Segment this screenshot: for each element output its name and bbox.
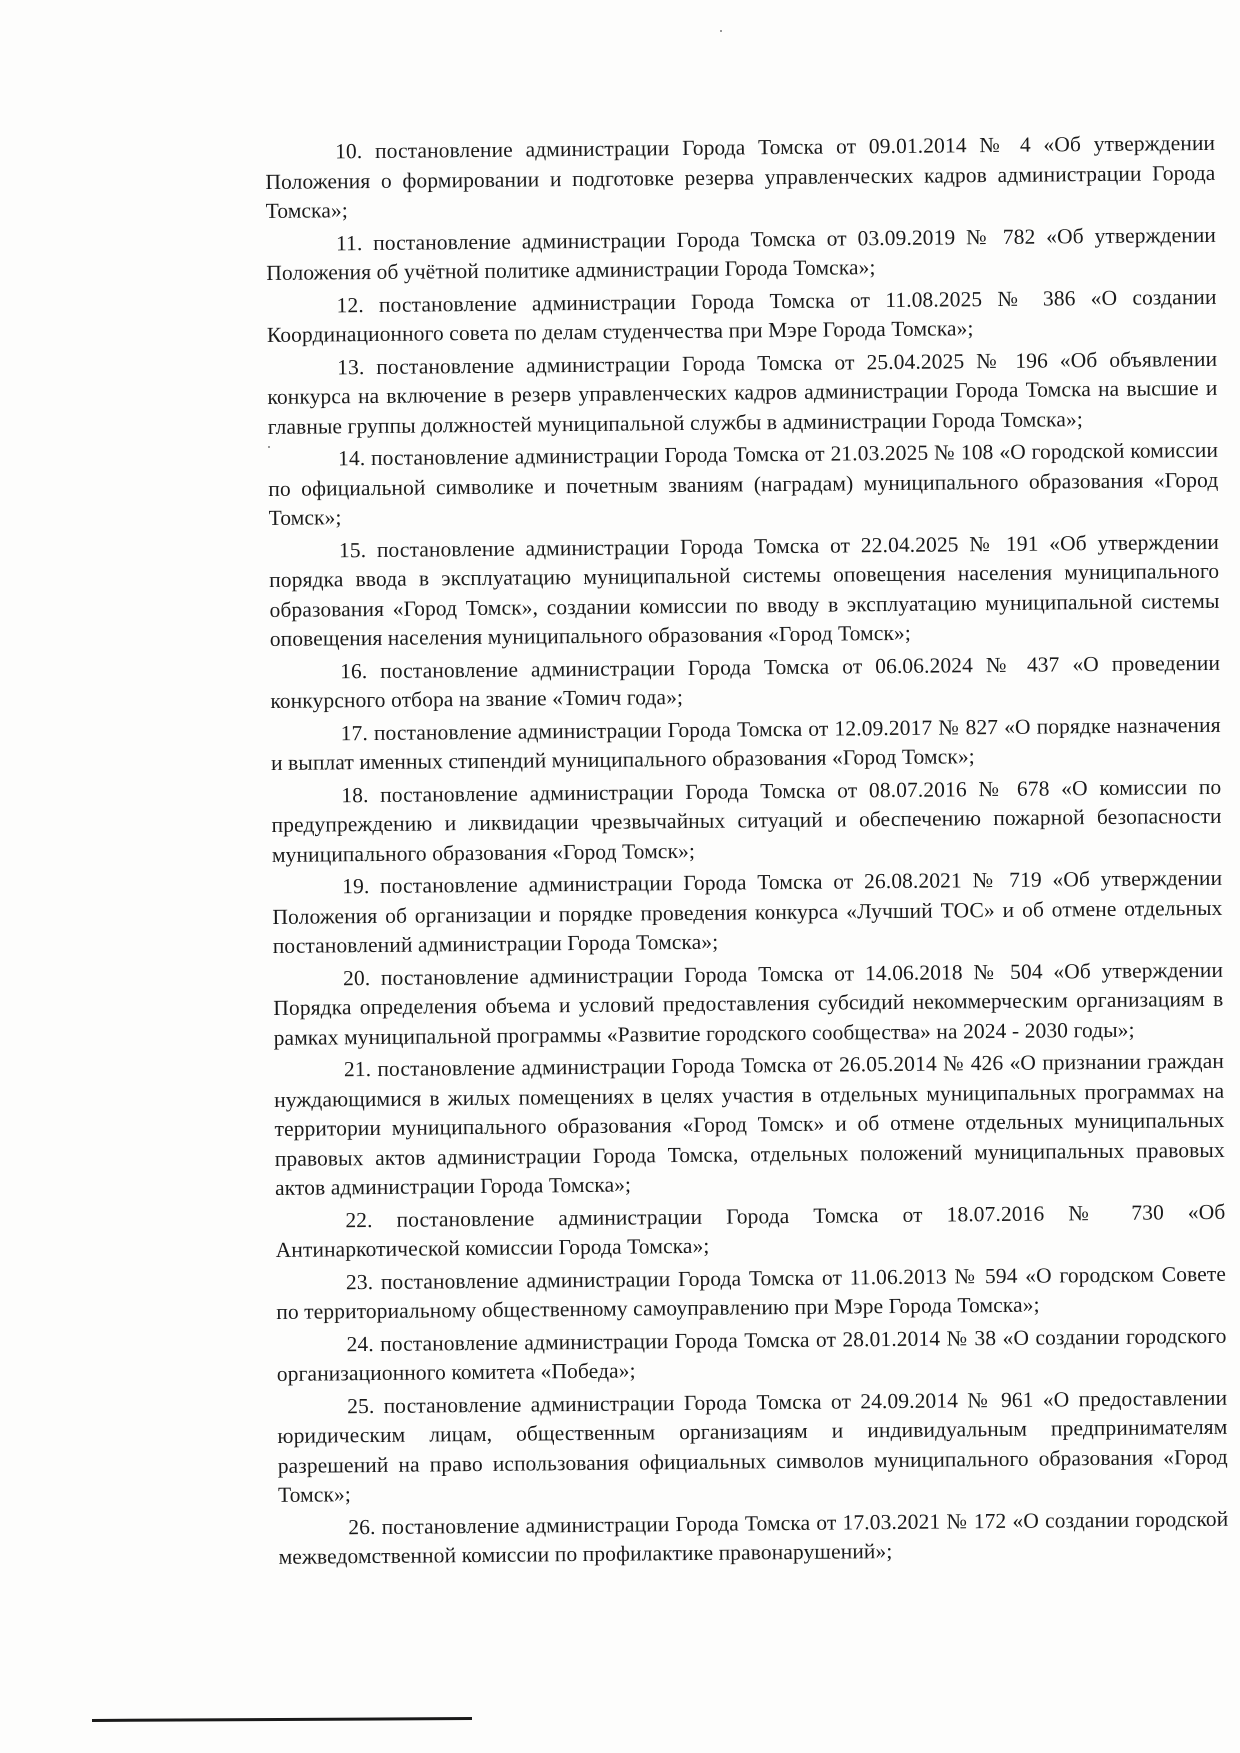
list-item-25: 25. постановление администрации Города Томска от 24.09.2014 № 961 «О предоставлении юридическим лицам, общественным организациям и индивидуальным предпринимателям разрешений на право использования официальных символов муниципального образования «Город Томск»; bbox=[277, 1385, 1228, 1507]
footnote-divider bbox=[92, 1717, 472, 1722]
document-body bbox=[265, 129, 1229, 1576]
list-item-12: 12. постановление администрации Города Томска от 11.08.2025 № 386 «О создании Координационного совета по делам студенчества при Мэре Города Томска»; bbox=[266, 284, 1217, 347]
list-item-16: 16. постановление администрации Города Томска от 06.06.2024 № 437 «О проведении конкурсного отбора на звание «Томич года»; bbox=[270, 650, 1221, 713]
list-item-10: 10. постановление администрации Города Томска от 09.01.2014 № 4 «Об утверждении Положения о формировании и подготовке резерва управленческих кадров администрации Города Томска»; bbox=[265, 130, 1216, 223]
list-item-13: 13. постановление администрации Города Томска от 25.04.2025 № 196 «Об объявлении конкурса на включение в резерв управленческих кадров администрации Города Томска на высшие и главные группы должностей муниципальной службы в администрации Города Томска»; bbox=[267, 346, 1218, 439]
scan-speck bbox=[720, 30, 722, 32]
list-item-15: 15. постановление администрации Города Томска от 22.04.2025 № 191 «Об утверждении порядка ввода в эксплуатацию муниципальной системы оповещения населения муниципального образования «Город Томск», создании комиссии по вводу в эксплуатацию муниципальной системы оповещения населения муниципального образования «Город Томск»; bbox=[269, 529, 1220, 651]
list-item-19: 19. постановление администрации Города Томска от 26.08.2021 № 719 «Об утверждении Положения об организации и порядке проведения конкурса «Лучший ТОС» и об отмене отдельных постановлений администрации Города Томска»; bbox=[272, 865, 1223, 958]
list-item-22: 22. постановление администрации Города Томска от 18.07.2016 № 730 «Об Антинаркотической комиссии Города Томска»; bbox=[275, 1199, 1226, 1262]
list-item-14: 14. постановление администрации Города Томска от 21.03.2025 № 108 «О городской комиссии по официальной символике и почетным званиям (наградам) муниципального образования «Город Томск»; bbox=[268, 437, 1219, 530]
list-item-18: 18. постановление администрации Города Томска от 08.07.2016 № 678 «О комиссии по предупреждению и ликвидации чрезвычайных ситуаций и обеспечению пожарной безопасности муниципального образования «Город Томск»; bbox=[271, 774, 1222, 867]
scan-speck bbox=[268, 446, 270, 448]
list-item-24: 24. постановление администрации Города Томска от 28.01.2014 № 38 «О создании городского организационного комитета «Победа»; bbox=[276, 1323, 1227, 1386]
list-item-26: 26. постановление администрации Города Томска от 17.03.2021 № 172 «О создании городской межведомственной комиссии по профилактике правонарушений»; bbox=[278, 1506, 1229, 1569]
list-item-23: 23. постановление администрации Города Томска от 11.06.2013 № 594 «О городском Совете по территориальному общественному самоуправлению при Мэре Города Томска»; bbox=[276, 1261, 1227, 1324]
list-item-21: 21. постановление администрации Города Томска от 26.05.2014 № 426 «О признании граждан нуждающимися в жилых помещениях в целях участия в отдельных муниципальных программах на территории муниципального образования «Город Томск» и об отмене отдельных муниципальных правовых актов администрации Города Томска, отдельных положений муниципальных правовых актов администрации Города Томска»; bbox=[274, 1048, 1225, 1200]
list-item-11: 11. постановление администрации Города Томска от 03.09.2019 № 782 «Об утверждении Положения об учётной политике администрации Города Томска»; bbox=[266, 222, 1217, 285]
list-item-17: 17. постановление администрации Города Томска от 12.09.2017 № 827 «О порядке назначения и выплат именных стипендий муниципального образования «Город Томск»; bbox=[270, 712, 1221, 775]
list-item-20: 20. постановление администрации Города Томска от 14.06.2018 № 504 «Об утверждении Порядка определения объема и условий предоставления субсидий некоммерческим организациям в рамках муниципальной программы «Развитие городского сообщества» на 2024 - 2030 годы»; bbox=[273, 957, 1224, 1050]
